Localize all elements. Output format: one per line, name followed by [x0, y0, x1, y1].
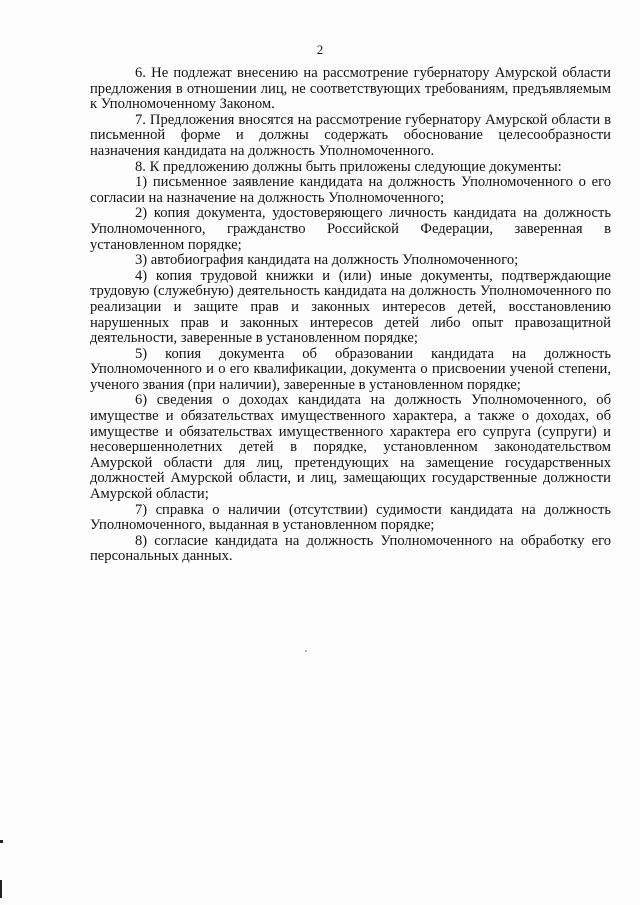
paragraph-6-not-subject: 6. Не подлежат внесению на рассмотрение губернатору Амурской области предложения в отношении лиц, не соответствующих требованиям, предъявляемым к Уполномоченному Законом. [90, 65, 611, 113]
list-item-5-education-copy: 5) копия документа об образовании кандидата на должность Уполномоченного и о его квалификации, документа о присвоении ученой степени, ученого звания (при наличии), заверенные в установленном порядке; [90, 345, 611, 393]
scan-edge-mark [0, 880, 2, 898]
page-number: 2 [316, 42, 324, 57]
list-item-2-identity-copy: 2) копия документа, удостоверяющего личность кандидата на должность Уполномоченного, гражданство Российской Федерации, заверенная в установленном порядке; [90, 205, 611, 253]
list-item-7-criminal-record-certificate: 7) справка о наличии (отсутствии) судимости кандидата на должность Уполномоченного, выданная в установленном порядке; [90, 501, 611, 534]
paragraph-8-documents-heading: 8. К предложению должны быть приложены следующие документы: [135, 158, 562, 175]
list-item-8-personal-data-consent: 8) согласие кандидата на должность Уполномоченного на обработку его персональных данных. [90, 532, 611, 565]
document-body [90, 66, 611, 565]
list-item-3-autobiography: 3) автобиография кандидата на должность Уполномоченного; [135, 252, 519, 269]
scan-speck [305, 650, 307, 652]
list-item-6-income-info: 6) сведения о доходах кандидата на должность Уполномоченного, об имуществе и обязательствах имущественного характера, а также о доходах, об имуществе и обязательствах имущественного характера его супруга (супруги) и несовершеннолетних детей в порядке, установленном законодательством Амурской области для лиц, претендующих на замещение государственных должностей Амурской области, и лиц, замещающих государственные должности Амурской области; [90, 392, 611, 503]
list-item-1-application: 1) письменное заявление кандидата на должность Уполномоченного о его согласии на назначение на должность Уполномоченного; [90, 174, 611, 206]
paragraph-7-written-form: 7. Предложения вносятся на рассмотрение губернатору Амурской области в письменной форме и должны содержать обоснование целесообразности назначения кандидата на должность Уполномоченного. [90, 111, 611, 159]
scan-edge-mark [0, 840, 3, 843]
list-item-4-employment-record: 4) копия трудовой книжки и (или) иные документы, подтверждающие трудовую (служебную) деятельность кандидата на должность Уполномоченного по реализации и защите прав и законных интересов детей, восстановлению нарушенных прав и законных интересов детей либо опыт правозащитной деятельности, заверенные в установленном порядке; [90, 267, 611, 347]
